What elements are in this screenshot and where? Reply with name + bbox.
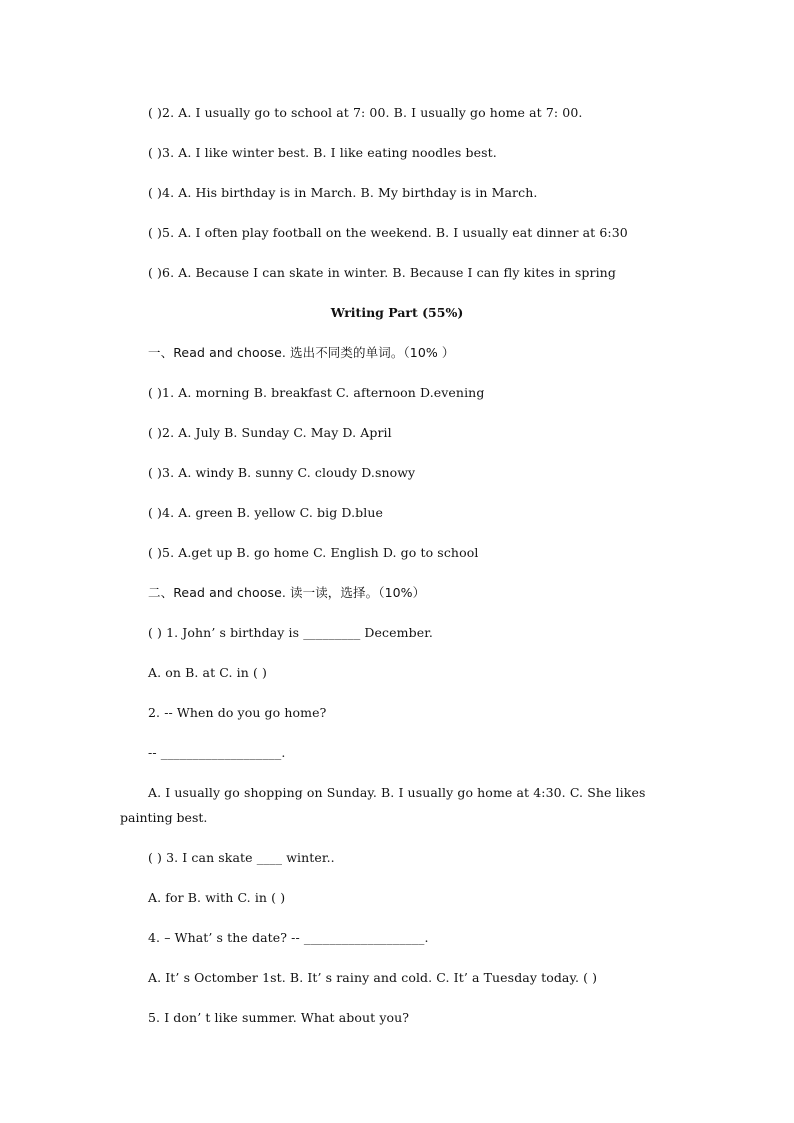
section-2-question-2-options: A. I usually go shopping on Sunday. B. I usually go home at 4:30. C. She likes (148, 785, 646, 800)
listening-item-4: ( )4. A. His birthday is in March. B. My birthday is in March. (148, 185, 538, 200)
section-2-question-4: 4. – What’ s the date? -- ___________________. (148, 930, 429, 945)
section-2-title: 二、Read and choose. 读一读，选择。（10%） (148, 585, 426, 600)
section-2-question-4-options: A. It’ s Octomber 1st. B. It’ s rainy and cold. C. It’ a Tuesday today. ( ) (148, 970, 598, 985)
section-2-question-5: 5. I don’ t like summer. What about you? (148, 1010, 410, 1025)
section-1-title: 一、Read and choose. 选出不同类的单词。（10% ） (148, 345, 455, 360)
section-2-question-2-answer-blank: -- ___________________. (148, 745, 286, 760)
listening-item-6: ( )6. A. Because I can skate in winter. B. Because I can fly kites in spring (148, 265, 616, 280)
listening-item-2: ( )2. A. I usually go to school at 7: 00. B. I usually go home at 7: 00. (148, 105, 583, 120)
section-2-question-1: ( ) 1. John’ s birthday is _________ December. (148, 625, 433, 640)
listening-item-3: ( )3. A. I like winter best. B. I like eating noodles best. (148, 145, 497, 160)
section-1-item-5: ( )5. A.get up B. go home C. English D. go to school (148, 545, 479, 560)
section-2-question-1-options: A. on B. at C. in ( ) (148, 665, 268, 680)
listening-item-5: ( )5. A. I often play football on the weekend. B. I usually eat dinner at 6:30 (148, 225, 628, 240)
section-2-question-3-options: A. for B. with C. in ( ) (148, 890, 286, 905)
section-2-question-2-options-continued: painting best. (120, 810, 208, 825)
section-1-item-1: ( )1. A. morning B. breakfast C. afternoon D.evening (148, 385, 485, 400)
section-2-question-3: ( ) 3. I can skate ____ winter.. (148, 850, 335, 865)
section-1-item-3: ( )3. A. windy B. sunny C. cloudy D.snowy (148, 465, 416, 480)
section-2-question-2: 2. -- When do you go home? (148, 705, 327, 720)
writing-part-heading: Writing Part (55%) (330, 305, 464, 320)
section-1-item-4: ( )4. A. green B. yellow C. big D.blue (148, 505, 384, 520)
section-1-item-2: ( )2. A. July B. Sunday C. May D. April (148, 425, 392, 440)
